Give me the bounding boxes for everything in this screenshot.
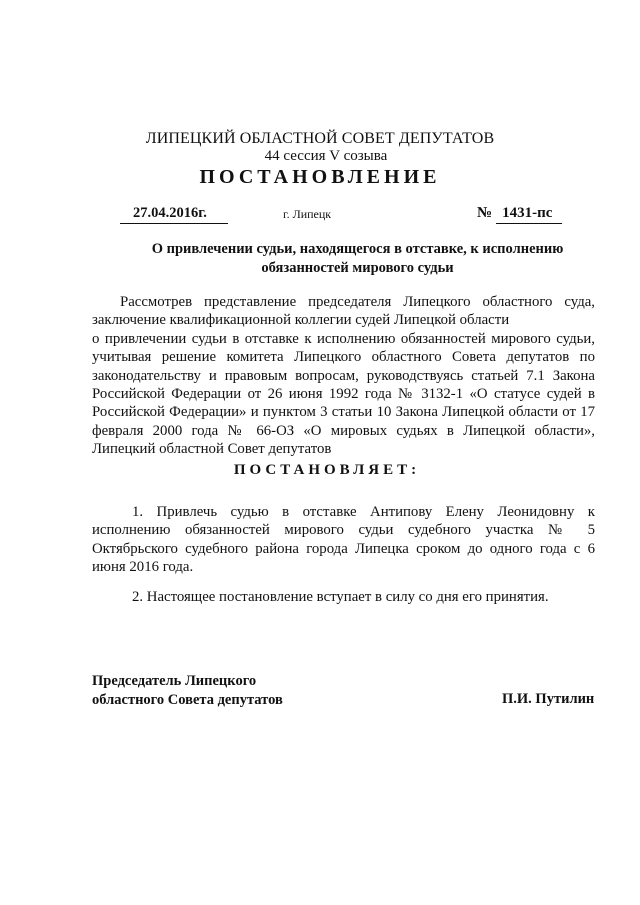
preamble-body: о привлечении судьи в отставке к исполнению обязанностей мирового судьи, учитывая решение комитета Липецкого областного Совета депутатов по законодательству и правовым вопросам, руководствуясь статьей 7.1 Закона Российской Федерации от 26 июня 1992 года № 3132-1 «О статусе судей в Российской Федерации» и пунктом 3 статьи 10 Закона Липецкой области от 17 февраля 2000 года № 66-ОЗ «О мировых судьях в Липецкой области», Липецкий областной Совет депутатов <box>92 330 595 458</box>
document-date: 27.04.2016г. <box>120 205 228 224</box>
document-type-title: ПОСТАНОВЛЕНИЕ <box>199 166 441 188</box>
preamble <box>92 293 595 459</box>
number-sign: № <box>477 205 493 221</box>
resolution-item-2: 2. Настоящее постановление вступает в силу со дня его принятия. <box>132 589 549 605</box>
signature-title <box>92 672 283 710</box>
document-city: г. Липецк <box>283 207 332 221</box>
document-number <box>477 205 562 224</box>
subject-line-2: обязанностей мирового судьи <box>261 260 454 276</box>
resolution-item-1: 1. Привлечь судью в отставке Антипову Елену Леонидовну к исполнению обязанностей мирового судьи судебного участка № 5 Октябрьского судебного района города Липецка сроком до одного года с 6 июня 2016 года. <box>92 504 595 576</box>
session-info: 44 сессия V созыва <box>264 148 388 164</box>
signer-name: П.И. Путилин <box>502 691 595 707</box>
signature-title-line-1: Председатель Липецкого <box>92 673 257 689</box>
signature-title-line-2: областного Совета депутатов <box>92 692 283 708</box>
resolves-heading: ПОСТАНОВЛЯЕТ: <box>233 462 421 478</box>
subject-line-1: О привлечении судьи, находящегося в отставке, к исполнению <box>151 241 564 257</box>
document-subject <box>110 240 605 278</box>
number-value: 1431-пс <box>496 205 562 224</box>
council-name: ЛИПЕЦКИЙ ОБЛАСТНОЙ СОВЕТ ДЕПУТАТОВ <box>145 130 495 147</box>
preamble-first-line: Рассмотрев представление председателя Липецкого областного суда, заключение квалификационной коллегии судей Липецкой области <box>92 294 595 329</box>
